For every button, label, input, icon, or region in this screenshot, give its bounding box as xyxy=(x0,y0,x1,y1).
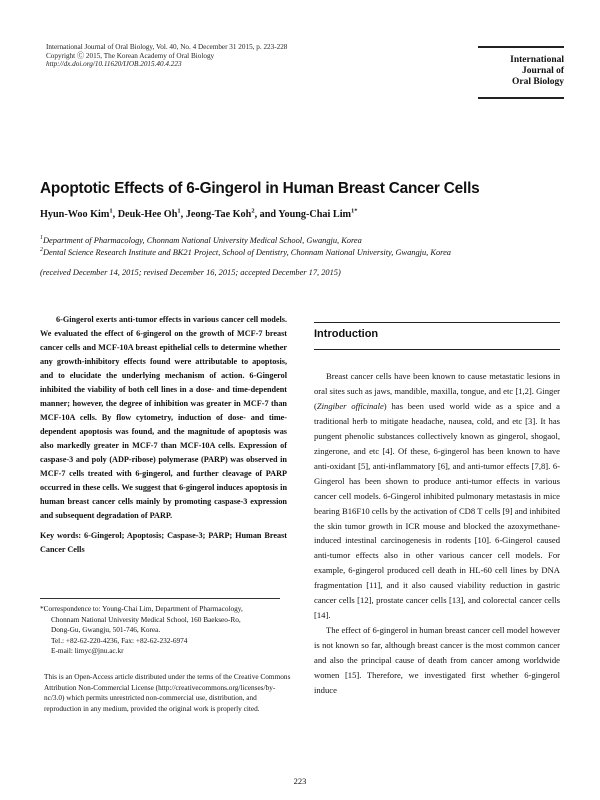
citation-line: International Journal of Oral Biology, Vol. 40, No. 4 December 31 2015, p. 223-228 xyxy=(46,43,288,51)
journal-name-line: International xyxy=(510,55,564,65)
correspondence-line: Tel.: +82-62-220-4236, Fax: +82-62-232-6974 xyxy=(51,635,188,645)
intro-text: ) has been used world wide as a spice and a traditional herb to mitigate headache, nausea, cold, and etc [3]. It has pungent phenolic substances collectively known as gingerol, shogaol, zingerone, and etc [4]. Of these, 6-gingerol has been known to have anti-oxidant [5], anti-inflammatory [6], and anti-tumor effects [7,8]. 6-Gingerol has been shown to produce anti-tumor effects in various cancer cell models. 6-Gingerol inhibited pulmonary metastasis in mice bearing B16F10 cells by the activation of CD8 T cells [9] and inhibited the skin tumor growth in ICR mouse and blocked the azoxymethane-induced intestinal carcinogenesis in rodents [10]. 6-Gingerol caused anti-tumor effects also in other various cancer cell models. For example, 6-gingerol produced cell death in HL-60 cell lines by DNA fragmentation [11], and it also caused viability reduction in gastric cancer cells [12], prostate cancer cells [13], and colorectal cancer cells [14]. xyxy=(314,400,560,621)
author-list xyxy=(40,209,358,220)
abstract-text: 6-Gingerol exerts anti-tumor effects in various cancer cell models. We evaluated the effect of 6-gingerol on the growth of MCF-7 breast cancer cells and MCF-10A breast epithelial cells to determine whether any growth-inhibitory effects found were attributable to apoptosis, and to elucidate the underlying mechanism of action. 6-Gingerol inhibited the viability of both cell lines in a dose- and time-dependent manner; however, the degree of inhibition was greater in MCF-7 than MCF-10A cells. By flow cytometry, induction of dose- and time-dependent apoptosis was found, and the magnitude of apoptosis was also markedly greater in MCF-7 than MCF-10A cells. Expression of caspase-3 and poly (ADP-ribose) polymerase (PARP) was observed in MCF-7 cells treated with 6-gingerol, and further cleavage of PARP occurred in these cells. We suggest that 6-gingerol induces apoptosis in human breast cancer cells mainly by promoting caspase-3 expression and subsequent degradation of PARP. xyxy=(40,315,287,520)
author-affiliation-mark: 2 xyxy=(251,207,255,215)
article-title: Apoptotic Effects of 6-Gingerol in Human Breast Cancer Cells xyxy=(40,180,480,197)
correspondence-line: Dong-Gu, Gwangju, 501-746, Korea. xyxy=(51,625,161,635)
author-name: Deuk-Hee Oh xyxy=(117,209,178,220)
author-affiliation-mark: 1* xyxy=(351,207,358,215)
author-name: Hyun-Woo Kim xyxy=(40,209,110,220)
journal-name-box xyxy=(478,46,564,99)
affiliation xyxy=(40,248,451,257)
footnote-divider xyxy=(40,598,280,599)
copyright-line: Copyright Ⓒ 2015, The Korean Academy of Oral Biology xyxy=(46,51,215,60)
intro-paragraph xyxy=(314,369,560,623)
page-number: 223 xyxy=(293,776,307,786)
correspondence-email[interactable]: E-mail: limyc@jnu.ac.kr xyxy=(51,646,124,656)
affiliation-mark: 1 xyxy=(40,235,43,242)
author-name: Young-Chai Lim xyxy=(278,209,352,220)
correspondence-line: Chonnam National University Medical School, 160 Baekseo-Ro, xyxy=(51,614,241,624)
journal-header xyxy=(46,43,287,69)
correspondence-footnote xyxy=(40,604,294,657)
keywords: Key words: 6-Gingerol; Apoptosis; Caspase-3; PARP; Human Breast Cancer Cells xyxy=(40,531,287,554)
author-affiliation-mark: 1 xyxy=(177,207,181,215)
abstract-column xyxy=(40,313,287,557)
author-separator: , xyxy=(112,209,118,220)
species-name: Zingiber officinale xyxy=(316,400,384,411)
author-separator: , xyxy=(180,209,186,220)
affiliation-mark: 2 xyxy=(40,247,43,254)
affiliation-text: Department of Pharmacology, Chonnam National University Medical School, Gwangju, Korea xyxy=(43,236,362,245)
introduction-column xyxy=(314,322,560,698)
received-dates: (received December 14, 2015; revised December 16, 2015; accepted December 17, 2015) xyxy=(40,268,341,277)
author-separator: , and xyxy=(254,209,279,220)
intro-text: Breast cancer cells have been known to cause metastatic lesions in oral sites such as jaws, mandible, maxilla, tongue, and etc [1,2]. Ginger ( xyxy=(314,371,560,411)
section-heading: Introduction xyxy=(314,328,379,340)
doi-link[interactable]: http://dx.doi.org/10.11620/IJOB.2015.40.4.223 xyxy=(46,60,182,69)
affiliation-text: Dental Science Research Institute and BK21 Project, School of Dentistry, Chonnam National University, Gwangju, Korea xyxy=(43,248,451,257)
section-rule-top xyxy=(314,322,560,323)
license-notice: This is an Open-Access article distributed under the terms of the Creative Commons Attribution Non-Commercial License (http://creativecommons.org/licenses/by-nc/3.0) which permits unrestricted non-commercial use, distribution, and reproduction in any medium, provided the original work is properly cited. xyxy=(44,672,291,713)
section-rule-bottom xyxy=(314,349,560,350)
journal-name-line: Oral Biology xyxy=(512,77,564,87)
affiliation xyxy=(40,236,362,245)
intro-paragraph: The effect of 6-gingerol in human breast cancer cell model however is not known so far, although breast cancer is the most common cancer and also the principal cause of death from cancer among worldwide women [15]. Therefore, we investigated first whether 6-gingerol induce xyxy=(314,625,560,696)
author-name: Jeong-Tae Koh xyxy=(185,209,252,220)
correspondence-line: *Correspondence to: Young-Chai Lim, Department of Pharmacology, xyxy=(40,604,243,613)
author-affiliation-mark: 1 xyxy=(109,207,113,215)
journal-name-line: Journal of xyxy=(522,66,564,76)
